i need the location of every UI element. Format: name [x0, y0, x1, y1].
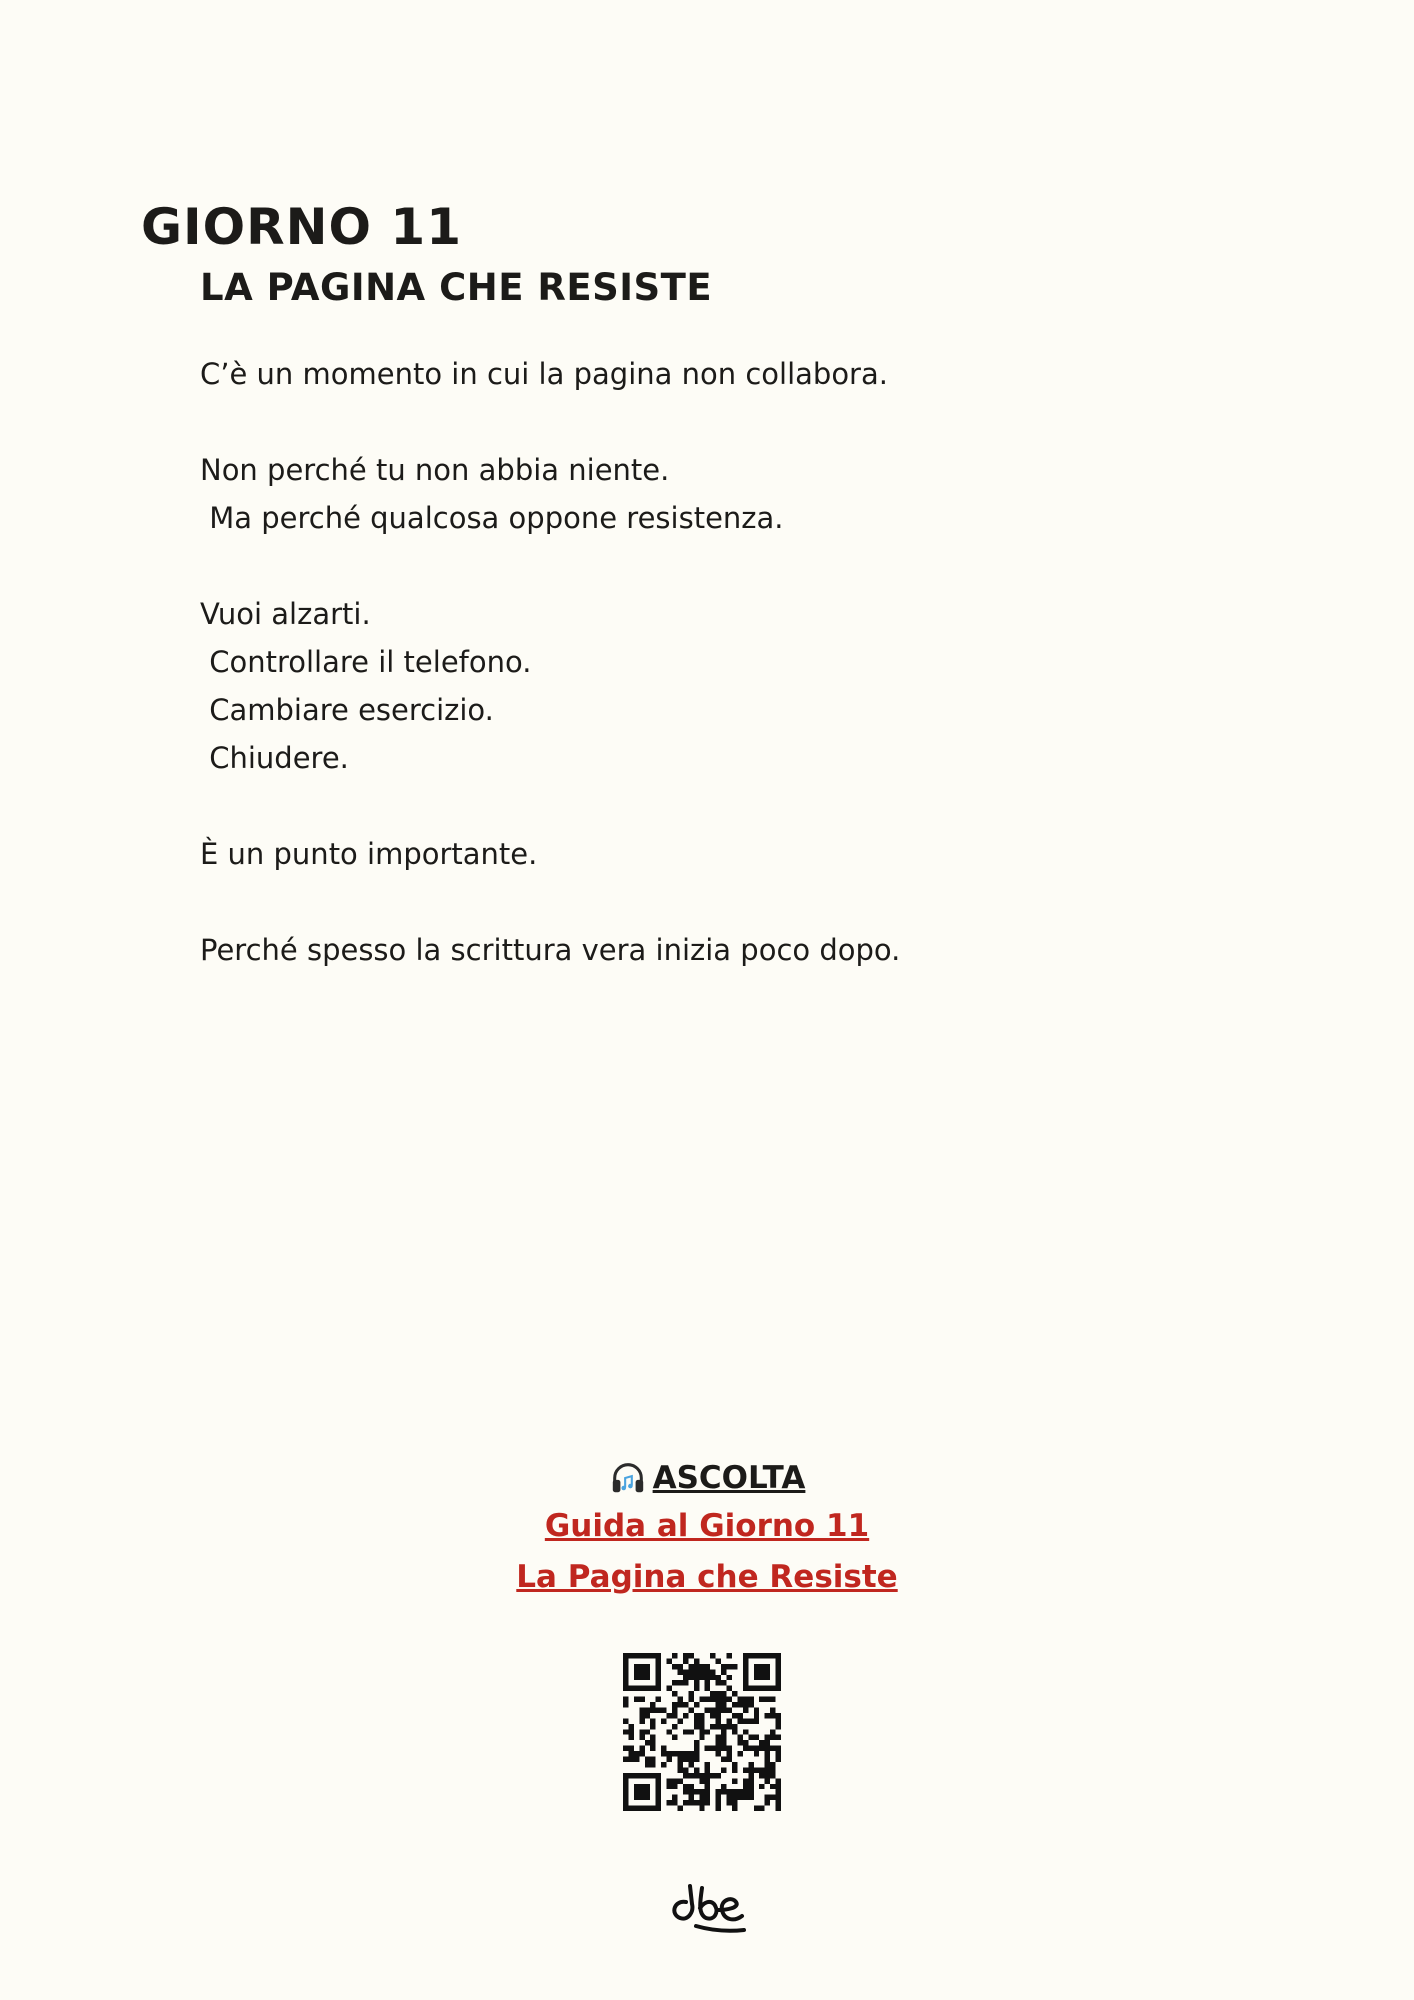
listen-section	[0, 1455, 1414, 1603]
headphones-icon	[609, 1459, 647, 1497]
text-line: Controllare il telefono.	[200, 645, 532, 679]
paragraph	[200, 926, 1200, 974]
paragraph	[200, 446, 1200, 542]
paragraph	[200, 350, 1200, 398]
body-text	[200, 350, 1200, 1022]
page-subtitle: LA PAGINA CHE RESISTE	[200, 266, 713, 309]
text-line: È un punto importante.	[200, 837, 538, 871]
text-line: C’è un momento in cui la pagina non collabora.	[200, 357, 888, 391]
publisher-logo	[666, 1880, 746, 1936]
text-line: Ma perché qualcosa oppone resistenza.	[200, 501, 784, 535]
guide-link-subtitle[interactable]: La Pagina che Resiste	[516, 1559, 898, 1595]
text-line: Vuoi alzarti.	[200, 597, 371, 631]
text-line: Perché spesso la scrittura vera inizia poco dopo.	[200, 933, 901, 967]
guide-link-title[interactable]: Guida al Giorno 11	[544, 1508, 870, 1544]
listen-heading[interactable]	[609, 1455, 806, 1501]
text-line: Non perché tu non abbia niente.	[200, 453, 670, 487]
text-line: Cambiare esercizio.	[200, 693, 494, 727]
qr-code[interactable]	[623, 1653, 781, 1811]
paragraph	[200, 830, 1200, 878]
page-title: GIORNO 11	[141, 198, 462, 256]
paragraph	[200, 590, 1200, 782]
text-line: Chiudere.	[200, 741, 349, 775]
listen-label: ASCOLTA	[652, 1460, 806, 1496]
